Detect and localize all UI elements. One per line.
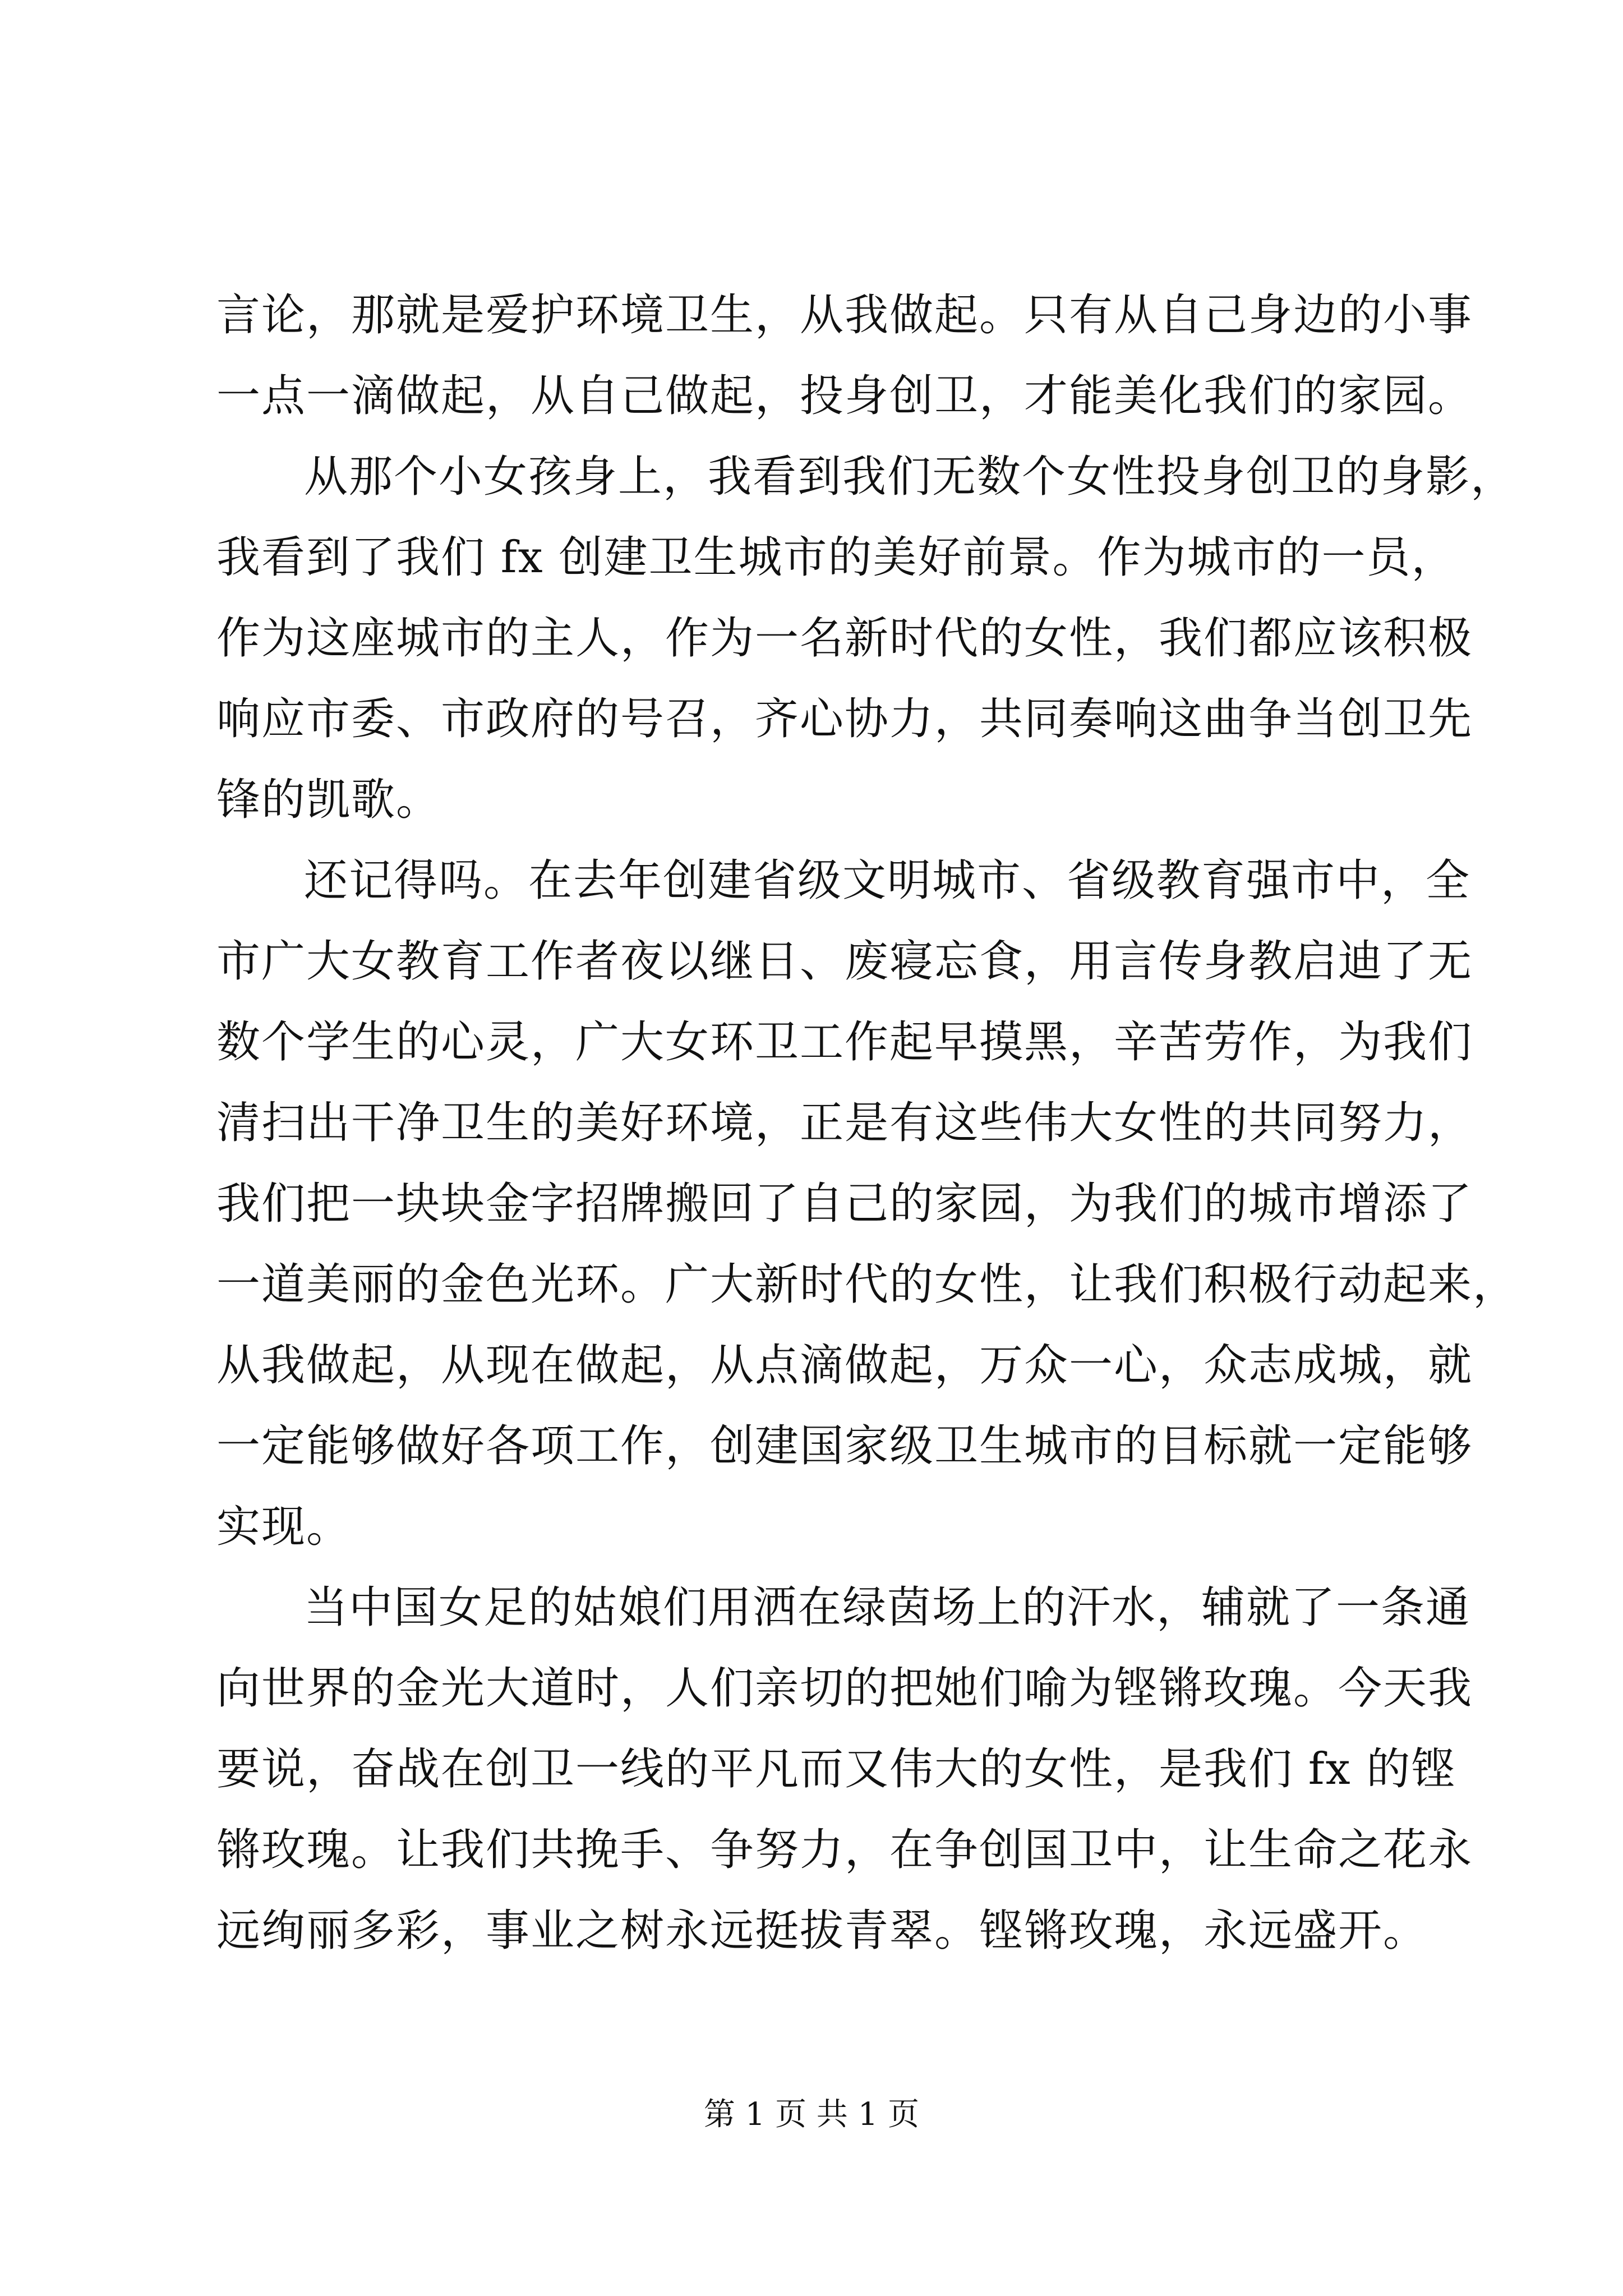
text-line: 一点一滴做起，从自己做起，投身创卫，才能美化我们的家园。 [216, 371, 1473, 421]
text-line: 一定能够做好各项工作，创建国家级卫生城市的目标就一定能够 [216, 1421, 1473, 1471]
text-line: 实现。 [216, 1502, 352, 1552]
text-line: 一道美丽的金色光环。广大新时代的女性，让我们积极行动起来， [216, 1259, 1518, 1310]
page-number-label: 第 1 页 共 1 页 [703, 2096, 920, 2133]
text-line: 要说，奋战在创卫一线的平凡而又伟大的女性，是我们 fx 的铿 [216, 1744, 1456, 1795]
text-line: 我看到了我们 fx 创建卫生城市的美好前景。作为城市的一员， [216, 532, 1456, 583]
text-line: 锋的凯歌。 [216, 775, 441, 825]
text-line: 市广大女教育工作者夜以继日、废寝忘食，用言传身教启迪了无 [216, 936, 1473, 987]
text-line: 作为这座城市的主人，作为一名新时代的女性，我们都应该积极 [216, 613, 1473, 664]
text-line: 锵玫瑰。让我们共挽手、争努力，在争创国卫中，让生命之花永 [216, 1825, 1473, 1875]
text-line: 远绚丽多彩，事业之树永远挺拔青翠。铿锵玫瑰，永远盛开。 [216, 1906, 1428, 1956]
paragraph-first-line: 当中国女足的姑娘们用洒在绿茵场上的汗水，辅就了一条通 [304, 1582, 1471, 1633]
page-footer [0, 2095, 1623, 2134]
text-line: 数个学生的心灵，广大女环卫工作起早摸黑，辛苦劳作，为我们 [216, 1017, 1473, 1068]
text-line: 我们把一块块金字招牌搬回了自己的家园，为我们的城市增添了 [216, 1179, 1473, 1229]
text-line: 向世界的金光大道时，人们亲切的把她们喻为铿锵玫瑰。今天我 [216, 1663, 1473, 1714]
text-line: 响应市委、市政府的号召，齐心协力，共同奏响这曲争当创卫先 [216, 694, 1473, 744]
paragraph-first-line: 从那个小女孩身上，我看到我们无数个女性投身创卫的身影， [304, 452, 1516, 502]
text-line: 言论，那就是爱护环境卫生，从我做起。只有从自己身边的小事 [216, 290, 1473, 341]
text-line: 清扫出干净卫生的美好环境，正是有这些伟大女性的共同努力， [216, 1098, 1473, 1148]
document-body [216, 275, 1518, 1971]
text-line: 从我做起，从现在做起，从点滴做起，万众一心，众志成城，就 [216, 1340, 1473, 1391]
paragraph-first-line: 还记得吗。在去年创建省级文明城市、省级教育强市中，全 [304, 855, 1471, 906]
